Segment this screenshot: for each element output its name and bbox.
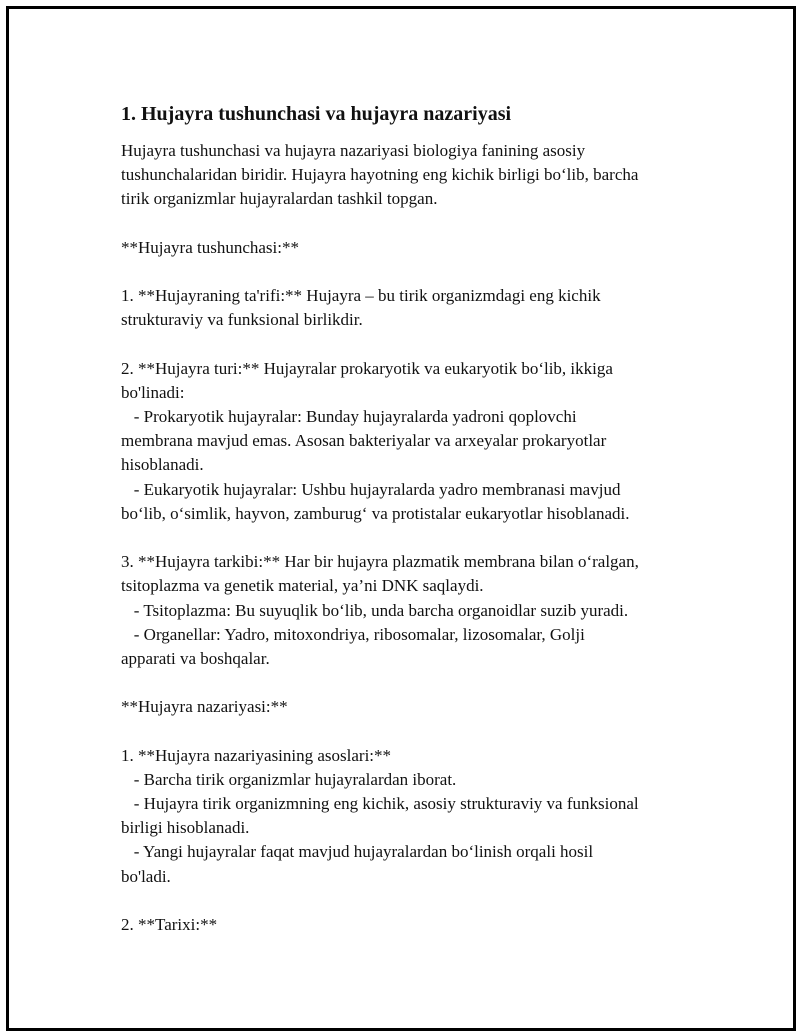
text-line: birligi hisoblanadi. (121, 818, 250, 838)
text-line: **Hujayra nazariyasi:** (121, 697, 288, 717)
blank-line (121, 889, 701, 913)
text-line: Hujayra tushunchasi va hujayra nazariyasi biologiya fanining asosiy (121, 141, 586, 160)
document-body (121, 101, 701, 937)
text-line: tsitoplazma va genetik material, ya’ni DNK saqlaydi. (121, 576, 484, 596)
text-line: apparati va boshqalar. (121, 648, 270, 668)
document-text (121, 139, 701, 937)
blank-line (121, 333, 701, 357)
text-line: bo‘lib, o‘simlik, hayvon, zamburug‘ va protistalar eukaryotlar hisoblanadi. (121, 503, 630, 523)
text-line: 2. **Tarixi:** (121, 915, 218, 934)
blank-line (121, 212, 701, 236)
text-line: - Barcha tirik organizmlar hujayralardan iborat. (121, 769, 457, 789)
text-line: **Hujayra tushunchasi:** (121, 237, 299, 257)
text-line: 3. **Hujayra tarkibi:** Har bir hujayra plazmatik membrana bilan o‘ralgan, (121, 552, 639, 572)
blank-line (121, 526, 701, 550)
text-line: - Eukaryotik hujayralar: Ushbu hujayralarda yadro membranasi mavjud (121, 479, 621, 499)
blank-line (121, 671, 701, 695)
text-line: - Tsitoplazma: Bu suyuqlik bo‘lib, unda barcha organoidlar suzib yuradi. (121, 600, 629, 620)
text-line: tushunchalaridan biridir. Hujayra hayotning eng kichik birligi bo‘lib, barcha (121, 165, 639, 185)
text-line: 2. **Hujayra turi:** Hujayralar prokaryotik va eukaryotik bo‘lib, ikkiga (121, 358, 613, 378)
text-line: bo'linadi: (121, 382, 185, 402)
text-line: 1. **Hujayraning ta'rifi:** Hujayra – bu tirik organizmdagi eng kichik (121, 286, 601, 306)
text-line: bo'ladi. (121, 866, 171, 886)
document-title: 1. Hujayra tushunchasi va hujayra nazariyasi (121, 103, 512, 125)
page-frame (6, 6, 796, 1031)
blank-line (121, 260, 701, 284)
text-line: - Prokaryotik hujayralar: Bunday hujayralarda yadroni qoplovchi (121, 407, 577, 427)
text-line: hisoblanadi. (121, 455, 204, 475)
text-line: 1. **Hujayra nazariyasining asoslari:** (121, 745, 392, 765)
text-line: - Hujayra tirik organizmning eng kichik, asosiy strukturaviy va funksional (121, 794, 639, 814)
text-line: membrana mavjud emas. Asosan bakteriyalar va arxeyalar prokaryotlar (121, 431, 607, 451)
text-line: tirik organizmlar hujayralardan tashkil topgan. (121, 189, 438, 209)
text-line: strukturaviy va funksional birlikdir. (121, 310, 363, 330)
text-line: - Yangi hujayralar faqat mavjud hujayralardan bo‘linish orqali hosil (121, 842, 594, 862)
blank-line (121, 720, 701, 744)
text-line: - Organellar: Yadro, mitoxondriya, ribosomalar, lizosomalar, Golji (121, 624, 585, 644)
